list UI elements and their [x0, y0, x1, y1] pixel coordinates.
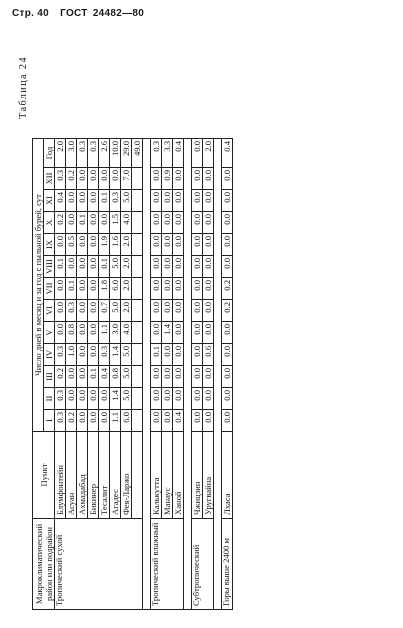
month-value-cell: 0.3 — [55, 388, 66, 410]
month-value-cell: 0.0 — [192, 366, 203, 388]
month-value-cell: 0.0 — [99, 388, 110, 410]
month-value-cell: 0.0 — [222, 344, 233, 366]
month-value-cell: 0.0 — [77, 300, 88, 322]
month-value-cell: 0.1 — [77, 212, 88, 234]
point-cell: Фея-Ларжо — [121, 432, 132, 519]
month-value-cell: 0.0 — [222, 234, 233, 256]
month-value-cell: 0.0 — [203, 234, 214, 256]
col-header-point: Пункт — [33, 432, 55, 519]
month-value-cell: 0.0 — [88, 190, 99, 212]
month-value-cell: 0.0 — [151, 190, 162, 212]
month-value-cell: 0.3 — [110, 190, 121, 212]
zone-cell: Тропический влажный — [151, 519, 184, 610]
month-value-cell: 0.0 — [173, 344, 184, 366]
month-value-cell: 0.0 — [151, 366, 162, 388]
month-value-cell: 0.0 — [66, 366, 77, 388]
month-value-cell: 5.0 — [110, 256, 121, 278]
month-value-cell: 0.0 — [162, 190, 173, 212]
page-header — [12, 8, 144, 19]
month-value-cell: 0.0 — [192, 234, 203, 256]
month-value-cell: 0.0 — [99, 212, 110, 234]
month-value-cell: 0.1 — [55, 256, 66, 278]
month-value-cell: 0.0 — [203, 300, 214, 322]
month-header: X — [44, 212, 55, 234]
point-cell: Блумфонтейн — [55, 432, 66, 519]
month-header: III — [44, 366, 55, 388]
month-value-cell: 7.0 — [121, 168, 132, 190]
month-value-cell: 0.3 — [99, 344, 110, 366]
month-value-cell: 0.0 — [203, 168, 214, 190]
month-value-cell: 0.0 — [88, 278, 99, 300]
year-value-cell: 2.6 — [99, 139, 110, 168]
year-value-cell: 0.4 — [222, 139, 233, 168]
month-value-cell: 0.0 — [55, 300, 66, 322]
month-value-cell: 0.0 — [203, 212, 214, 234]
month-value-cell: 1.8 — [99, 278, 110, 300]
month-value-cell: 0.0 — [151, 256, 162, 278]
month-value-cell: 0.0 — [55, 278, 66, 300]
month-value-cell: 2.0 — [121, 256, 132, 278]
table-row — [222, 139, 233, 610]
group-spacer — [184, 139, 192, 610]
month-value-cell: 0.0 — [162, 256, 173, 278]
month-value-cell: 0.2 — [55, 212, 66, 234]
month-value-cell: 0.0 — [77, 410, 88, 432]
month-header: VI — [44, 300, 55, 322]
year-value-cell: 10.0 — [110, 139, 121, 168]
month-value-cell: 0.0 — [173, 190, 184, 212]
year-value-cell: 0.3 — [151, 139, 162, 168]
month-value-cell: 0.0 — [88, 212, 99, 234]
point-cell — [132, 432, 143, 519]
month-value-cell: 5.0 — [110, 300, 121, 322]
month-value-cell: 0.3 — [55, 410, 66, 432]
month-value-cell: 1.1 — [110, 410, 121, 432]
table-row — [55, 139, 66, 610]
month-value-cell: 0.0 — [222, 322, 233, 344]
month-value-cell: 0.0 — [66, 388, 77, 410]
month-value-cell — [132, 344, 143, 366]
month-value-cell: 0.0 — [203, 366, 214, 388]
year-value-cell: 3.3 — [162, 139, 173, 168]
month-value-cell: 4.0 — [121, 322, 132, 344]
month-value-cell: 0.0 — [88, 300, 99, 322]
month-value-cell: 5.0 — [121, 388, 132, 410]
month-value-cell: 0.0 — [162, 234, 173, 256]
month-value-cell: 0.8 — [66, 322, 77, 344]
month-value-cell: 0.0 — [151, 168, 162, 190]
year-value-cell: 2.0 — [203, 139, 214, 168]
month-value-cell: 0.0 — [173, 234, 184, 256]
month-value-cell: 0.0 — [192, 410, 203, 432]
month-value-cell: 0.0 — [192, 322, 203, 344]
point-cell: Бикинер — [88, 432, 99, 519]
month-value-cell: 1.9 — [99, 234, 110, 256]
month-value-cell: 0.0 — [162, 212, 173, 234]
zone-cell: Тропический сухой — [55, 519, 143, 610]
col-header-zone: Макроклиматический район или подрайон — [33, 519, 55, 610]
month-value-cell: 0.7 — [99, 300, 110, 322]
month-value-cell: 0.1 — [151, 344, 162, 366]
month-value-cell: 1.6 — [110, 234, 121, 256]
month-value-cell: 0.0 — [222, 410, 233, 432]
zone-cell: Субтропический — [192, 519, 214, 610]
month-value-cell — [132, 410, 143, 432]
month-header: I — [44, 410, 55, 432]
dust-storm-table — [32, 138, 233, 610]
month-header: VIII — [44, 256, 55, 278]
month-value-cell: 0.2 — [55, 366, 66, 388]
month-value-cell: 0.0 — [192, 300, 203, 322]
month-value-cell: 0.0 — [88, 256, 99, 278]
table-row — [151, 139, 162, 610]
month-value-cell: 0.0 — [77, 190, 88, 212]
month-value-cell: 0.0 — [162, 278, 173, 300]
month-value-cell — [132, 256, 143, 278]
month-value-cell: 0.0 — [203, 388, 214, 410]
month-value-cell: 0.0 — [77, 278, 88, 300]
point-cell: Манаус — [162, 432, 173, 519]
month-value-cell: 0.5 — [66, 234, 77, 256]
month-header: XII — [44, 168, 55, 190]
month-value-cell: 0.0 — [151, 234, 162, 256]
month-value-cell: 0.0 — [162, 344, 173, 366]
point-cell: Агадес — [110, 432, 121, 519]
month-value-cell: 0.0 — [192, 256, 203, 278]
month-value-cell: 2.0 — [121, 300, 132, 322]
month-value-cell: 0.0 — [162, 366, 173, 388]
month-value-cell: 0.8 — [110, 366, 121, 388]
month-value-cell: 0.0 — [222, 190, 233, 212]
month-value-cell: 0.0 — [222, 212, 233, 234]
zone-cell: Горы выше 2400 м — [222, 519, 233, 610]
month-value-cell: 1.5 — [110, 212, 121, 234]
year-value-cell: 3.0 — [66, 139, 77, 168]
month-value-cell: 1.4 — [110, 344, 121, 366]
month-value-cell: 0.0 — [55, 234, 66, 256]
month-value-cell: 0.0 — [151, 278, 162, 300]
year-value-cell: 0.3 — [77, 139, 88, 168]
month-value-cell: 0.0 — [151, 212, 162, 234]
month-header: XI — [44, 190, 55, 212]
month-value-cell: 5.0 — [121, 366, 132, 388]
month-value-cell: 0.0 — [192, 344, 203, 366]
month-value-cell: 0.1 — [88, 366, 99, 388]
month-value-cell — [132, 388, 143, 410]
month-value-cell: 2.0 — [121, 234, 132, 256]
month-value-cell: 0.0 — [99, 410, 110, 432]
month-value-cell: 0.0 — [162, 388, 173, 410]
month-value-cell — [132, 322, 143, 344]
month-value-cell: 2.0 — [121, 278, 132, 300]
point-cell: Уругвайна — [203, 432, 214, 519]
month-value-cell: 0.0 — [151, 388, 162, 410]
month-value-cell: 5.0 — [121, 344, 132, 366]
month-value-cell: 0.3 — [66, 300, 77, 322]
month-value-cell: 0.0 — [203, 256, 214, 278]
month-value-cell: 0.0 — [88, 322, 99, 344]
col-header-group: Число дней в месяц и за год с пыльной бурей, сут — [33, 139, 44, 432]
point-cell: Калькутта — [151, 432, 162, 519]
month-header: II — [44, 388, 55, 410]
month-value-cell: 0.0 — [203, 190, 214, 212]
month-value-cell: 0.0 — [173, 278, 184, 300]
month-value-cell: 5.0 — [121, 190, 132, 212]
month-value-cell: 0.0 — [203, 322, 214, 344]
month-value-cell: 0.3 — [55, 168, 66, 190]
month-value-cell: 0.0 — [173, 300, 184, 322]
month-value-cell: 0.0 — [88, 168, 99, 190]
month-value-cell: 0.0 — [192, 212, 203, 234]
month-value-cell: 0.2 — [222, 300, 233, 322]
month-value-cell — [132, 190, 143, 212]
month-value-cell: 0.3 — [55, 344, 66, 366]
month-value-cell: 1.4 — [162, 322, 173, 344]
month-value-cell: 6.0 — [121, 410, 132, 432]
month-value-cell — [132, 366, 143, 388]
standard-label: ГОСТ — [60, 8, 88, 19]
point-cell: Лхаса — [222, 432, 233, 519]
year-value-cell: 0.3 — [88, 139, 99, 168]
month-value-cell: 0.0 — [55, 322, 66, 344]
month-value-cell: 0.0 — [77, 366, 88, 388]
point-cell: Ахмадабад — [77, 432, 88, 519]
month-value-cell: 6.0 — [110, 278, 121, 300]
month-value-cell: 1.1 — [99, 322, 110, 344]
month-value-cell: 0.0 — [77, 256, 88, 278]
month-value-cell: 0.0 — [173, 256, 184, 278]
standard-code: 24482—80 — [92, 8, 145, 19]
month-value-cell: 0.0 — [192, 168, 203, 190]
month-value-cell: 0.2 — [222, 278, 233, 300]
month-value-cell: 0.0 — [192, 190, 203, 212]
month-header: IX — [44, 234, 55, 256]
month-value-cell: 0.0 — [192, 388, 203, 410]
year-value-cell: 49.0 — [132, 139, 143, 168]
month-value-cell: 0.0 — [173, 168, 184, 190]
point-cell: Чжицзин — [192, 432, 203, 519]
month-value-cell: 0.0 — [88, 344, 99, 366]
month-value-cell: 0.0 — [203, 410, 214, 432]
month-header: Год — [44, 139, 55, 168]
month-value-cell: 0.0 — [173, 366, 184, 388]
month-value-cell: 0.0 — [173, 388, 184, 410]
month-value-cell: 0.0 — [151, 300, 162, 322]
table-row — [192, 139, 203, 610]
year-value-cell: 2.0 — [55, 139, 66, 168]
month-value-cell: 0.0 — [222, 366, 233, 388]
month-value-cell — [132, 212, 143, 234]
point-cell: Асуан — [66, 432, 77, 519]
month-value-cell: 1.0 — [66, 344, 77, 366]
month-value-cell: 0.0 — [88, 410, 99, 432]
table-body — [55, 139, 233, 610]
year-value-cell: 0.0 — [192, 139, 203, 168]
month-header: VII — [44, 278, 55, 300]
month-value-cell: 0.0 — [66, 256, 77, 278]
point-cell: Тесалит — [99, 432, 110, 519]
table-caption: Таблица 24 — [18, 56, 29, 119]
month-value-cell: 0.0 — [151, 322, 162, 344]
month-value-cell — [132, 300, 143, 322]
month-value-cell: 0.4 — [173, 410, 184, 432]
month-value-cell: 0.0 — [203, 278, 214, 300]
month-value-cell: 0.0 — [77, 344, 88, 366]
month-value-cell: 0.1 — [99, 256, 110, 278]
month-value-cell: 0.0 — [99, 168, 110, 190]
month-header: V — [44, 322, 55, 344]
month-value-cell: 0.2 — [66, 410, 77, 432]
year-value-cell: 0.4 — [173, 139, 184, 168]
month-value-cell: 0.0 — [162, 300, 173, 322]
month-value-cell: 0.2 — [66, 168, 77, 190]
rotated-table-block — [18, 50, 388, 610]
month-value-cell: 0.6 — [203, 344, 214, 366]
month-value-cell: 0.0 — [173, 212, 184, 234]
year-value-cell: 29.0 — [121, 139, 132, 168]
month-value-cell: 0.0 — [66, 212, 77, 234]
month-value-cell: 0.9 — [162, 168, 173, 190]
month-value-cell: 0.1 — [66, 278, 77, 300]
month-value-cell: 0.0 — [173, 322, 184, 344]
point-cell: Ханой — [173, 432, 184, 519]
month-value-cell: 0.0 — [162, 410, 173, 432]
page-number: Стр. 40 — [12, 8, 50, 19]
month-value-cell — [132, 168, 143, 190]
month-value-cell: 4.0 — [121, 212, 132, 234]
month-value-cell: 0.0 — [66, 190, 77, 212]
month-value-cell: 0.0 — [151, 410, 162, 432]
month-value-cell: 0.0 — [192, 278, 203, 300]
month-value-cell: 0.4 — [55, 190, 66, 212]
month-value-cell: 0.1 — [99, 190, 110, 212]
month-value-cell: 0.0 — [88, 388, 99, 410]
month-value-cell: 0.0 — [77, 322, 88, 344]
month-value-cell: 0.0 — [77, 168, 88, 190]
month-value-cell — [132, 234, 143, 256]
month-value-cell: 0.0 — [222, 388, 233, 410]
month-value-cell: 3.0 — [110, 322, 121, 344]
month-value-cell: 1.4 — [110, 388, 121, 410]
month-value-cell: 0.0 — [88, 234, 99, 256]
month-value-cell: 0.0 — [77, 234, 88, 256]
month-header: IV — [44, 344, 55, 366]
month-value-cell: 0.0 — [77, 388, 88, 410]
month-value-cell: 0.4 — [99, 366, 110, 388]
month-value-cell — [132, 278, 143, 300]
month-value-cell: 0.0 — [222, 168, 233, 190]
month-value-cell: 0.0 — [222, 256, 233, 278]
month-value-cell: 0.0 — [110, 168, 121, 190]
